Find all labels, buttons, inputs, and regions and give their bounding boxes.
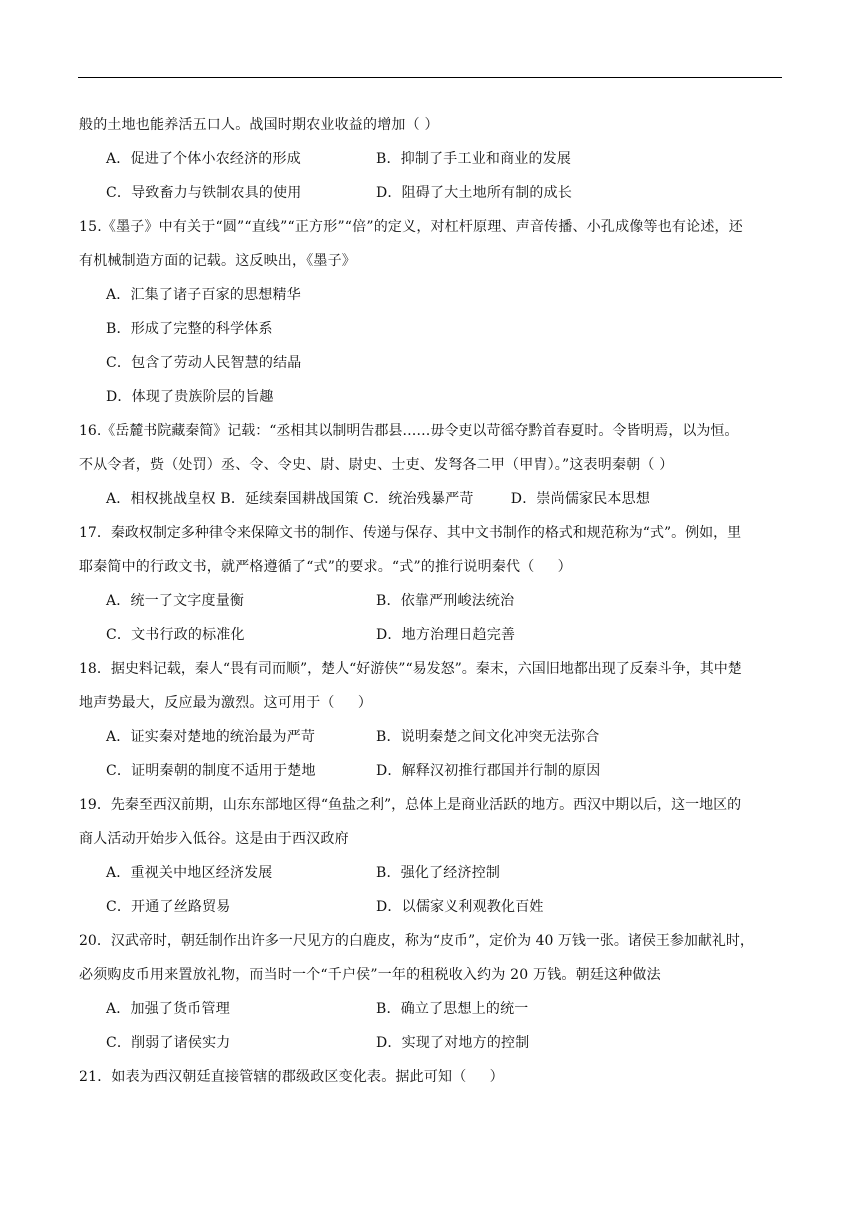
q18-option-c: C．证明秦朝的制度不适用于楚地 bbox=[106, 763, 316, 779]
q20-stem-line-2: 必须购皮币用来置放礼物，而当时一个“千户侯”一年的租税收入约为 20 万钱。朝廷这种做法 bbox=[79, 967, 661, 983]
q18-options-row-1 bbox=[79, 720, 787, 754]
q16-options: A．相权挑战皇权 B．延续秦国耕战国策 C．统治残暴严苛 D．崇尚儒家民本思想 bbox=[106, 491, 651, 507]
q18-option-d: D．解释汉初推行郡国并行制的原因 bbox=[376, 763, 601, 779]
q17-options-row-2 bbox=[79, 618, 787, 652]
q19-options-row-1 bbox=[79, 856, 787, 890]
q17-option-b: B．依靠严刑峻法统治 bbox=[376, 593, 515, 609]
q17-options-row-1 bbox=[79, 584, 787, 618]
q19-options-row-2 bbox=[79, 890, 787, 924]
q20-option-b: B．确立了思想上的统一 bbox=[376, 1001, 529, 1017]
q18-option-a: A．证实秦对楚地的统治最为严苛 bbox=[106, 729, 316, 745]
q21-stem-line-1: 21．如表为西汉朝廷直接管辖的郡级政区变化表。据此可知（ ） bbox=[79, 1069, 504, 1085]
q19-stem-line-1: 19．先秦至西汉前期，山东东部地区得“鱼盐之利”，总体上是商业活跃的地方。西汉中期以后，这一地区的 bbox=[79, 797, 742, 813]
q19-stem-line-2: 商人活动开始步入低谷。这是由于西汉政府 bbox=[79, 831, 349, 847]
q20-option-a: A．加强了货币管理 bbox=[106, 1001, 230, 1017]
q14-option-a: A．促进了个体小农经济的形成 bbox=[106, 151, 301, 167]
q19-option-d: D．以儒家义利观教化百姓 bbox=[376, 899, 544, 915]
q17-option-a: A．统一了文字度量衡 bbox=[106, 593, 245, 609]
q15-stem-line-1: 15.《墨子》中有关于“圆”“直线”“正方形”“倍”的定义，对杠杆原理、声音传播、小孔成像等也有论述，还 bbox=[79, 219, 743, 235]
q19-option-a: A．重视关中地区经济发展 bbox=[106, 865, 273, 881]
q14-option-d: D．阻碍了大土地所有制的成长 bbox=[376, 185, 573, 201]
q17-stem-line-2: 耶秦简中的行政文书，就严格遵循了“式”的要求。“式”的推行说明秦代（ ） bbox=[79, 559, 572, 575]
q18-stem-line-2: 地声势最大，反应最为激烈。这可用于（ ） bbox=[79, 695, 373, 711]
q16-stem-line-2: 不从令者，赀（处罚）丞、令、令史、尉、尉史、士吏、发弩各二甲（甲胄）。”这表明秦朝（ ） bbox=[79, 457, 674, 473]
q18-stem-line-1: 18．据史料记载，秦人“畏有司而顺”，楚人“好游侠”“易发怒”。秦末，六国旧地都出现了反秦斗争，其中楚 bbox=[79, 661, 742, 677]
q17-option-c: C．文书行政的标准化 bbox=[106, 627, 245, 643]
q18-options-row-2 bbox=[79, 754, 787, 788]
q14-option-c: C．导致畜力与铁制农具的使用 bbox=[106, 185, 302, 201]
q18-option-b: B．说明秦楚之间文化冲突无法弥合 bbox=[376, 729, 600, 745]
q14-stem-tail: 般的土地也能养活五口人。战国时期农业收益的增加（ ） bbox=[79, 117, 439, 133]
q16-stem-line-1: 16.《岳麓书院藏秦简》记载：“丞相其以制明告郡县……毋令吏以苛徭夺黔首春夏时。令皆明焉，以为恒。 bbox=[79, 423, 739, 439]
q19-option-c: C．开通了丝路贸易 bbox=[106, 899, 231, 915]
q14-options-row-2 bbox=[79, 176, 787, 210]
q20-options-row-2 bbox=[79, 1026, 787, 1060]
q15-stem-line-2: 有机械制造方面的记载。这反映出，《墨子》 bbox=[79, 253, 356, 269]
q20-stem-line-1: 20．汉武帝时，朝廷制作出许多一尺见方的白鹿皮，称为“皮币”，定价为 40 万钱一张。诸侯王参加献礼时， bbox=[79, 933, 754, 949]
header-rule bbox=[78, 77, 782, 78]
question-document bbox=[79, 108, 787, 1094]
q15-option-a: A．汇集了诸子百家的思想精华 bbox=[106, 287, 301, 303]
q20-option-d: D．实现了对地方的控制 bbox=[376, 1035, 530, 1051]
q19-option-b: B．强化了经济控制 bbox=[376, 865, 501, 881]
q15-option-b: B．形成了完整的科学体系 bbox=[106, 321, 273, 337]
q17-option-d: D．地方治理日趋完善 bbox=[376, 627, 516, 643]
q15-option-d: D．体现了贵族阶层的旨趣 bbox=[106, 389, 274, 405]
q20-options-row-1 bbox=[79, 992, 787, 1026]
q14-options-row-1 bbox=[79, 142, 787, 176]
q20-option-c: C．削弱了诸侯实力 bbox=[106, 1035, 231, 1051]
q17-stem-line-1: 17．秦政权制定多种律令来保障文书的制作、传递与保存、其中文书制作的格式和规范称为“式”。例如，里 bbox=[79, 525, 742, 541]
q15-option-c: C．包含了劳动人民智慧的结晶 bbox=[106, 355, 302, 371]
q14-option-b: B．抑制了手工业和商业的发展 bbox=[376, 151, 572, 167]
